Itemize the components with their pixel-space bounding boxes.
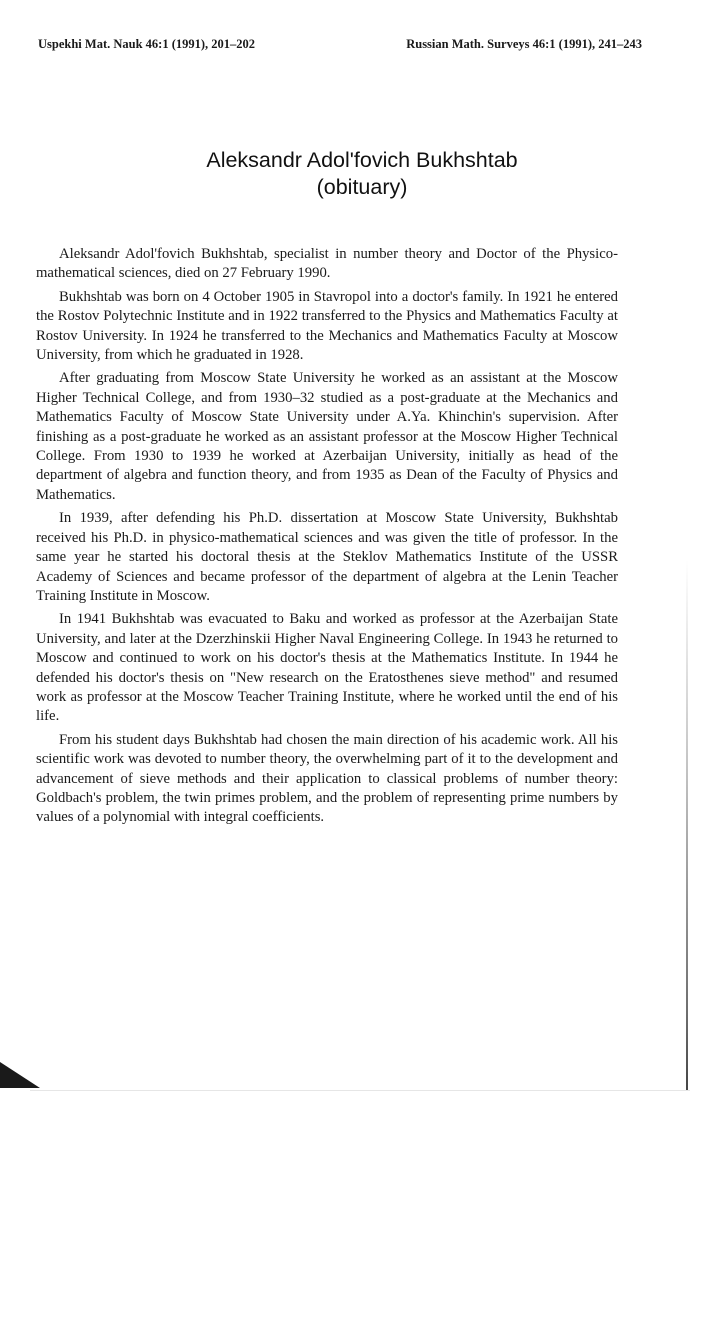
journal-citation-right: Russian Math. Surveys 46:1 (1991), 241–243 — [406, 37, 642, 51]
article-body — [36, 245, 618, 832]
journal-citation-left: Uspekhi Mat. Nauk 46:1 (1991), 201–202 — [38, 37, 256, 51]
title-line-1: Aleksandr Adol'fovich Bukhshtab — [206, 148, 518, 172]
paragraph-5: In 1941 Bukhshtab was evacuated to Baku and worked as professor at the Azerbaijan State University, and later at the Dzerzhinskii Higher Naval Engineering College. In 1943 he returned to Moscow and continued to work on his doctor's thesis at the Mathematics Institute. In 1944 he defended his doctor's thesis on "New research on the Eratosthenes sieve method" and resumed work as professor at the Moscow Teacher Training Institute, where he worked until the end of his life. — [36, 611, 618, 725]
paragraph-1: Aleksandr Adol'fovich Bukhshtab, specialist in number theory and Doctor of the Physico-mathematical sciences, died on 27 February 1990. — [36, 246, 618, 282]
title-line-2: (obituary) — [316, 175, 408, 199]
paragraph-6: From his student days Bukhshtab had chosen the main direction of his academic work. All his scientific work was devoted to number theory, the overwhelming part of it to the development and advancement of sieve methods and their application to classical problems of number theory: Goldbach's problem, the twin primes problem, and the problem of representing prime numbers by values of a polynomial with integral coefficients. — [36, 731, 618, 826]
scan-edge-shadow — [686, 560, 688, 1090]
paragraph-2: Bukhshtab was born on 4 October 1905 in Stavropol into a doctor's family. In 1921 he entered the Rostov Polytechnic Institute and in 1922 transferred to the Physics and Mathematics Faculty at Rostov University. In 1924 he transferred to the Mechanics and Mathematics Faculty at Moscow University, from which he graduated in 1928. — [36, 288, 618, 364]
scan-bottom-rule — [30, 1090, 690, 1091]
paragraph-4: In 1939, after defending his Ph.D. dissertation at Moscow State University, Bukhshtab received his Ph.D. in physico-mathematical sciences and was given the title of professor. In the same year he started his doctoral thesis at the Steklov Mathematics Institute of the USSR Academy of Sciences and became professor of the department of algebra at the Lenin Teacher Training Institute in Moscow. — [36, 510, 618, 604]
scan-corner-mark — [0, 1062, 40, 1088]
article-title — [0, 147, 724, 201]
paragraph-3: After graduating from Moscow State University he worked as an assistant at the Moscow Higher Technical College, and from 1930–32 studied as a post-graduate at the Mechanics and Mathematics Faculty of Moscow State University under A.Ya. Khinchin's supervision. After finishing as a post-graduate he worked as an assistant professor at the Moscow Higher Technical College. From 1930 to 1939 he worked at Azerbaijan University, initially as head of the department of algebra and function theory, and from 1935 as Dean of the Faculty of Physics and Mathematics. — [36, 370, 618, 503]
